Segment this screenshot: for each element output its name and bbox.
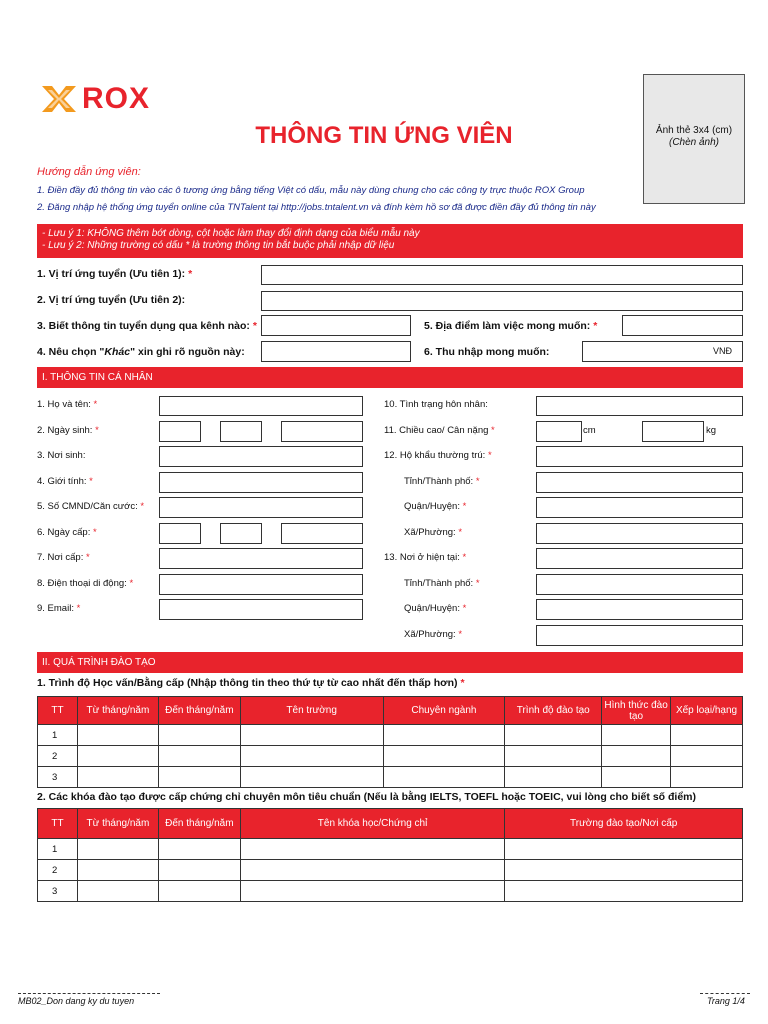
birth-month-input[interactable] [220,421,262,442]
channel-label: 3. Biết thông tin tuyển dụng qua kênh nào: * [37,320,257,332]
section-personal-header: I. THÔNG TIN CÁ NHÂN [37,367,743,388]
note-1: - Lưu ý 1: KHÔNG thêm bớt dòng, cột hoặc làm thay đổi định dạng của biểu mẫu này [42,228,420,239]
table-cell[interactable] [77,767,158,788]
col-header: Trường đào tạo/Nơi cấp [505,809,743,839]
table-cell[interactable] [158,839,240,860]
current-ward-label: Xã/Phường: * [404,629,463,640]
row-number: 2 [38,746,78,767]
permanent-province-input[interactable] [536,472,743,493]
education-table [37,696,743,788]
work-location-input[interactable] [622,315,743,336]
footer-page-number: Trang 1/4 [707,996,745,1006]
row-number: 2 [38,860,78,881]
table-cell[interactable] [383,725,505,746]
table-cell[interactable] [77,725,158,746]
table-cell[interactable] [671,746,743,767]
issue-place-input[interactable] [159,548,363,569]
full-name-input[interactable] [159,396,363,416]
col-header: Xếp loại/hạng [671,697,743,725]
footer-doc-code: MB02_Don dang ky du tuyen [18,996,135,1006]
current-address-label: 13. Nơi ở hiện tại: * [384,552,467,563]
table-row [38,725,743,746]
rox-logo [40,82,150,116]
issue-month-input[interactable] [220,523,262,544]
guide-item-2: 2. Đăng nhập hệ thống ứng tuyển online của TNTalent tại http://jobs.tntalent.vn và đính kèm hồ sơ đã được điền đầy đủ thông tin này [37,202,596,213]
height-weight-label: 11. Chiều cao/ Cân nặng * [384,425,495,436]
row-number: 1 [38,725,78,746]
permanent-address-input[interactable] [536,446,743,467]
marital-status-input[interactable] [536,396,743,416]
row-number: 3 [38,881,78,902]
table-cell[interactable] [158,881,240,902]
notes-bar [37,224,743,258]
table-cell[interactable] [505,839,743,860]
table-cell[interactable] [383,767,505,788]
permanent-address-label: 12. Hộ khẩu thường trú: * [384,450,492,461]
note-2: - Lưu ý 2: Những trường có dấu * là trường thông tin bắt buộc phải nhập dữ liệu [42,240,395,251]
table-cell[interactable] [602,746,671,767]
position-1-label: 1. Vị trí ứng tuyển (Ưu tiên 1): * [37,268,193,280]
table-cell[interactable] [240,725,383,746]
photo-size-label: Ảnh thẻ 3x4 (cm) [655,125,733,136]
table-cell[interactable] [77,839,158,860]
current-district-input[interactable] [536,599,743,620]
guide-heading: Hướng dẫn ứng viên: [37,166,141,178]
table-cell[interactable] [240,881,505,902]
col-header: Tên khóa học/Chứng chỉ [240,809,505,839]
table-cell[interactable] [602,725,671,746]
issue-place-label: 7. Nơi cấp: * [37,552,90,563]
permanent-district-label: Quận/Huyện: * [404,501,467,512]
table-cell[interactable] [240,860,505,881]
row-number: 3 [38,767,78,788]
table-cell[interactable] [505,881,743,902]
table-cell[interactable] [240,767,383,788]
full-name-label: 1. Họ và tên: * [37,399,98,410]
education-heading: 1. Trình độ Học vấn/Bằng cấp (Nhập thông tin theo thứ tự từ cao nhất đến thấp hơn) * [37,677,465,689]
table-row [38,746,743,767]
expected-income-input[interactable] [582,341,743,362]
certificate-header-row [38,809,743,839]
permanent-ward-input[interactable] [536,523,743,544]
table-cell[interactable] [383,746,505,767]
weight-input[interactable] [642,421,704,442]
issue-date-label: 6. Ngày cấp: * [37,527,97,538]
height-unit: cm [583,425,596,436]
weight-unit: kg [706,425,717,436]
section-education-header: II. QUÁ TRÌNH ĐÀO TẠO [37,652,743,673]
table-cell[interactable] [505,725,602,746]
footer-divider-left [18,993,160,994]
table-cell[interactable] [505,767,602,788]
current-ward-input[interactable] [536,625,743,646]
brand-name: ROX [82,82,151,115]
table-row [38,881,743,902]
table-cell[interactable] [77,860,158,881]
mobile-label: 8. Điện thoại di động: * [37,578,134,589]
marital-status-label: 10. Tình trạng hôn nhân: [384,399,488,410]
birth-place-label: 3. Nơi sinh: [37,450,86,461]
col-header: Từ tháng/năm [77,697,158,725]
gender-label: 4. Giới tính: * [37,476,93,487]
table-cell[interactable] [77,746,158,767]
photo-insert-label: (Chèn ảnh) [668,137,720,148]
col-header: Trình độ đào tạo [505,697,602,725]
permanent-ward-label: Xã/Phường: * [404,527,463,538]
table-cell[interactable] [158,746,240,767]
table-row [38,839,743,860]
table-cell[interactable] [77,881,158,902]
permanent-province-label: Tỉnh/Thành phố: * [404,476,480,487]
footer-divider-right [700,993,750,994]
col-header: Chuyên ngành [383,697,505,725]
permanent-district-input[interactable] [536,497,743,518]
gender-input[interactable] [159,472,363,493]
table-row [38,860,743,881]
page-title: THÔNG TIN ỨNG VIÊN [255,122,513,149]
row-number: 1 [38,839,78,860]
id-number-input[interactable] [159,497,363,518]
col-header: Tên trường [240,697,383,725]
birth-day-input[interactable] [159,421,201,442]
table-cell[interactable] [671,767,743,788]
table-cell[interactable] [505,746,602,767]
certificate-table [37,808,743,902]
col-header: Đến tháng/năm [158,809,240,839]
other-source-label: 4. Nêu chọn "Khác" xin ghi rõ nguồn này: [37,346,245,358]
col-header: TT [38,697,78,725]
current-district-label: Quận/Huyện: * [404,603,467,614]
rox-logo-mark-icon [40,84,78,114]
channel-input[interactable] [261,315,411,336]
position-2-input[interactable] [261,291,743,311]
col-header: Đến tháng/năm [158,697,240,725]
expected-income-label: 6. Thu nhập mong muốn: [424,346,550,358]
currency-unit: VNĐ [712,346,732,356]
email-input[interactable] [159,599,363,620]
current-address-input[interactable] [536,548,743,569]
birth-place-input[interactable] [159,446,363,467]
table-cell[interactable] [505,860,743,881]
table-cell[interactable] [158,767,240,788]
id-number-label: 5. Số CMND/Căn cước: * [37,501,145,512]
issue-year-input[interactable] [281,523,363,544]
birth-year-input[interactable] [281,421,363,442]
birth-date-label: 2. Ngày sinh: * [37,425,99,436]
work-location-label: 5. Địa điểm làm việc mong muốn: * [424,320,598,332]
height-input[interactable] [536,421,582,442]
mobile-input[interactable] [159,574,363,595]
table-cell[interactable] [240,839,505,860]
table-cell[interactable] [671,725,743,746]
current-province-input[interactable] [536,574,743,595]
table-cell[interactable] [158,860,240,881]
position-1-input[interactable] [261,265,743,285]
col-header: Hình thức đào tạo [602,697,671,725]
guide-item-1: 1. Điền đầy đủ thông tin vào các ô tương ứng bằng tiếng Việt có dấu, mẫu này dùng chung cho các công ty trực thuộc ROX Group [37,185,585,196]
current-province-label: Tỉnh/Thành phố: * [404,578,480,589]
certificate-heading: 2. Các khóa đào tạo được cấp chứng chỉ chuyên môn tiêu chuẩn (Nếu là bằng IELTS, TOEFL hoặc TOEIC, vui lòng cho biết số điểm) [37,791,696,803]
email-label: 9. Email: * [37,603,81,614]
table-cell[interactable] [240,746,383,767]
table-cell[interactable] [158,725,240,746]
col-header: Từ tháng/năm [77,809,158,839]
table-row [38,767,743,788]
other-source-input[interactable] [261,341,411,362]
issue-day-input[interactable] [159,523,201,544]
position-2-label: 2. Vị trí ứng tuyển (Ưu tiên 2): [37,294,186,306]
table-cell[interactable] [602,767,671,788]
education-header-row [38,697,743,725]
col-header: TT [38,809,78,839]
